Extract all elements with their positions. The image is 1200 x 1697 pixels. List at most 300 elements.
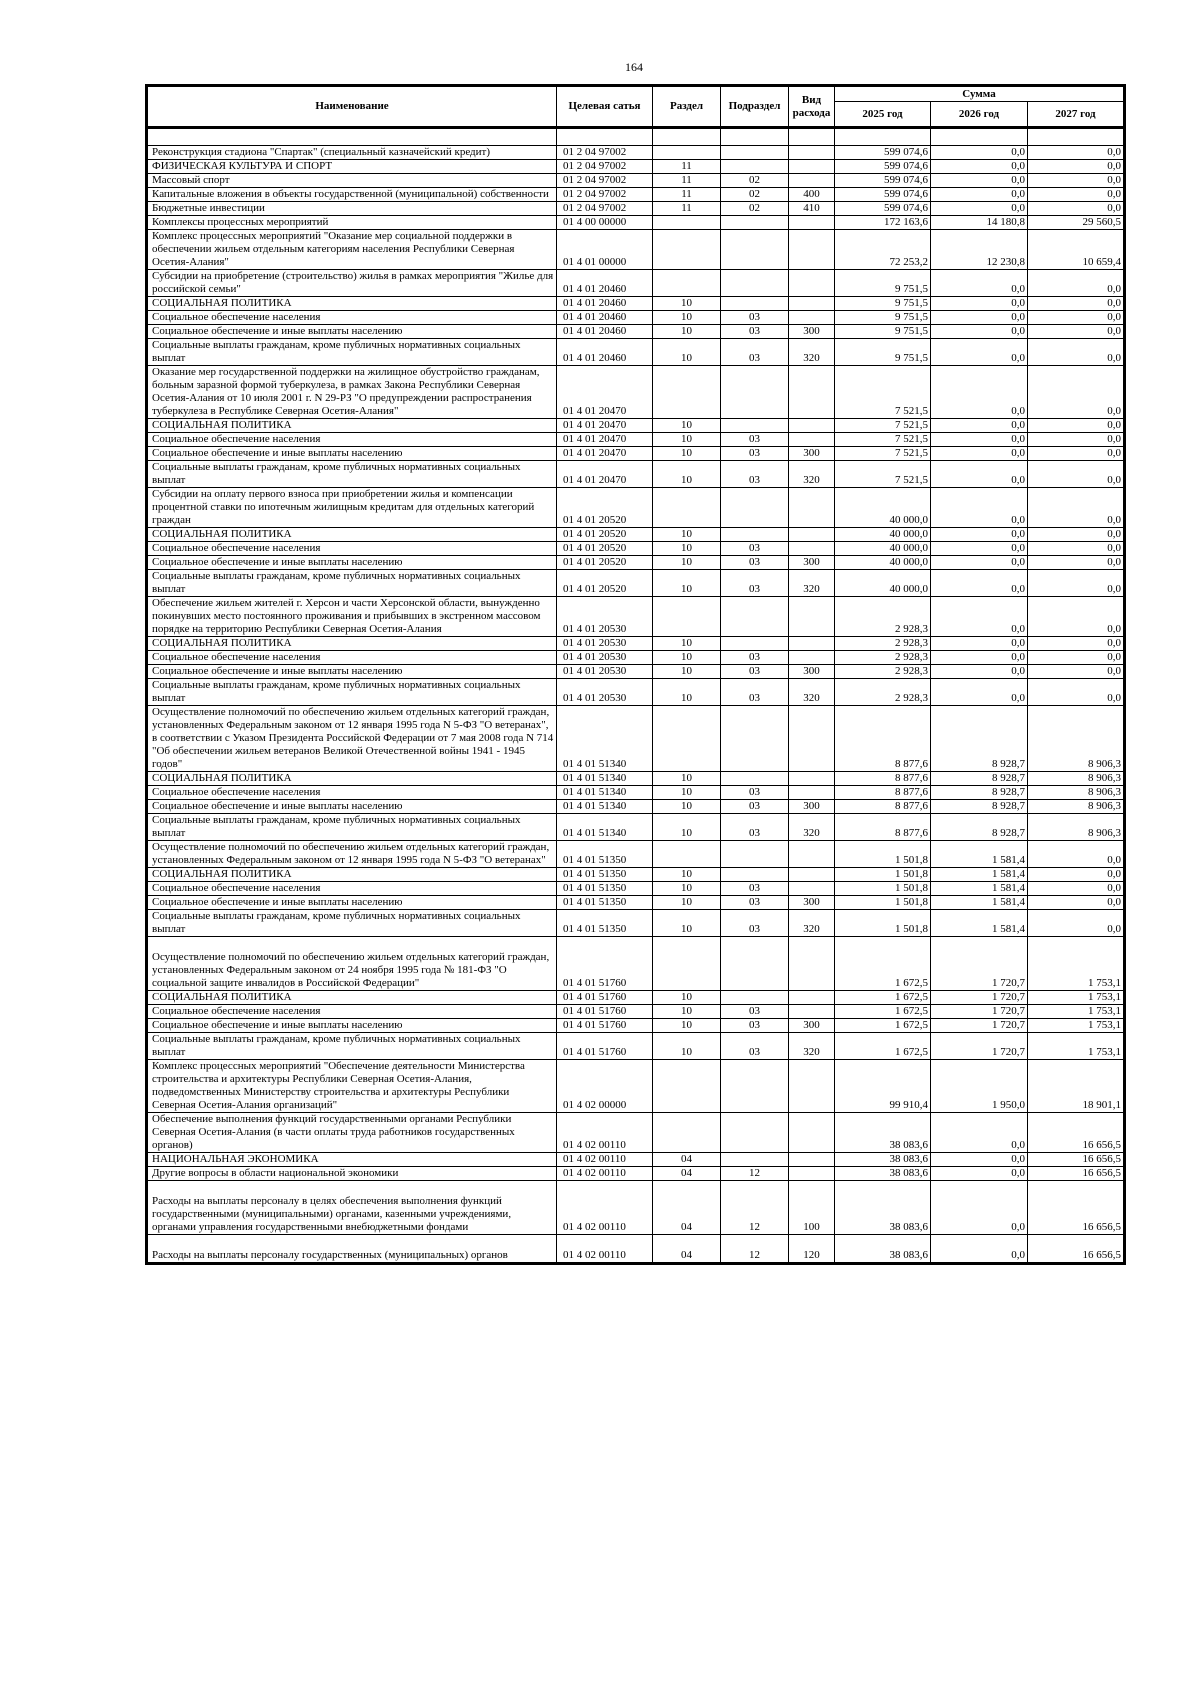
row-sum-2025: 8 877,6 bbox=[835, 706, 931, 772]
row-sum-2025: 1 672,5 bbox=[835, 1005, 931, 1019]
row-sum-2026: 0,0 bbox=[931, 146, 1028, 160]
row-sum-2026: 0,0 bbox=[931, 339, 1028, 366]
row-section bbox=[653, 216, 721, 230]
row-sum-2025: 40 000,0 bbox=[835, 542, 931, 556]
row-target-code: 01 4 01 20470 bbox=[557, 447, 653, 461]
row-sum-2026: 0,0 bbox=[931, 325, 1028, 339]
row-name: Обеспечение выполнения функций государственными органами Республики Северная Осетия-Алания (в части оплаты труда работников государственных органов) bbox=[147, 1113, 557, 1153]
row-target-code: 01 4 01 20460 bbox=[557, 311, 653, 325]
row-expense-type bbox=[789, 433, 835, 447]
row-sum-2026: 1 581,4 bbox=[931, 868, 1028, 882]
header-subsection: Подраздел bbox=[721, 86, 789, 128]
row-sum-2027: 10 659,4 bbox=[1028, 230, 1125, 270]
row-sum-2026: 0,0 bbox=[931, 488, 1028, 528]
row-subsection: 03 bbox=[721, 814, 789, 841]
row-sum-2027: 16 656,5 bbox=[1028, 1113, 1125, 1153]
row-sum-2026: 1 950,0 bbox=[931, 1060, 1028, 1113]
row-sum-2027: 0,0 bbox=[1028, 556, 1125, 570]
row-sum-2027: 0,0 bbox=[1028, 433, 1125, 447]
row-target-code: 01 4 01 51350 bbox=[557, 882, 653, 896]
row-sum-2027: 0,0 bbox=[1028, 202, 1125, 216]
row-sum-2026: 0,0 bbox=[931, 637, 1028, 651]
row-expense-type bbox=[789, 637, 835, 651]
budget-table bbox=[145, 84, 1126, 1265]
row-sum-2026: 0,0 bbox=[931, 542, 1028, 556]
row-sum-2025: 9 751,5 bbox=[835, 297, 931, 311]
row-expense-type bbox=[789, 1167, 835, 1181]
row-sum-2025: 2 928,3 bbox=[835, 665, 931, 679]
table-row bbox=[147, 814, 1125, 841]
row-section bbox=[653, 488, 721, 528]
row-sum-2026: 1 720,7 bbox=[931, 1019, 1028, 1033]
row-sum-2026: 8 928,7 bbox=[931, 772, 1028, 786]
row-expense-type bbox=[789, 597, 835, 637]
row-sum-2027: 0,0 bbox=[1028, 910, 1125, 937]
row-sum-2027: 0,0 bbox=[1028, 597, 1125, 637]
row-name: Субсидии на приобретение (строительство) жилья в рамках мероприятия "Жилье для российской семьи" bbox=[147, 270, 557, 297]
row-subsection bbox=[721, 146, 789, 160]
row-name: Социальное обеспечение и иные выплаты населению bbox=[147, 1019, 557, 1033]
row-target-code: 01 4 01 51760 bbox=[557, 1005, 653, 1019]
row-name: Социальные выплаты гражданам, кроме публичных нормативных социальных выплат bbox=[147, 910, 557, 937]
row-sum-2026: 0,0 bbox=[931, 665, 1028, 679]
row-sum-2025: 1 672,5 bbox=[835, 1019, 931, 1033]
row-expense-type: 320 bbox=[789, 679, 835, 706]
row-sum-2025: 599 074,6 bbox=[835, 146, 931, 160]
row-sum-2025: 9 751,5 bbox=[835, 325, 931, 339]
row-target-code: 01 4 02 00110 bbox=[557, 1153, 653, 1167]
row-expense-type: 300 bbox=[789, 447, 835, 461]
row-name: Социальные выплаты гражданам, кроме публичных нормативных социальных выплат bbox=[147, 570, 557, 597]
row-subsection: 03 bbox=[721, 1019, 789, 1033]
row-sum-2027: 0,0 bbox=[1028, 419, 1125, 433]
row-sum-2025: 1 501,8 bbox=[835, 910, 931, 937]
table-row bbox=[147, 637, 1125, 651]
row-sum-2027: 0,0 bbox=[1028, 146, 1125, 160]
table-row bbox=[147, 297, 1125, 311]
row-sum-2027: 16 656,5 bbox=[1028, 1181, 1125, 1235]
row-expense-type bbox=[789, 270, 835, 297]
table-row bbox=[147, 786, 1125, 800]
row-sum-2025: 72 253,2 bbox=[835, 230, 931, 270]
row-sum-2025: 40 000,0 bbox=[835, 556, 931, 570]
row-name: ФИЗИЧЕСКАЯ КУЛЬТУРА И СПОРТ bbox=[147, 160, 557, 174]
table-row bbox=[147, 216, 1125, 230]
row-expense-type bbox=[789, 991, 835, 1005]
row-sum-2026: 0,0 bbox=[931, 1181, 1028, 1235]
row-sum-2027: 8 906,3 bbox=[1028, 786, 1125, 800]
row-sum-2027: 0,0 bbox=[1028, 311, 1125, 325]
row-sum-2025: 7 521,5 bbox=[835, 366, 931, 419]
table-row bbox=[147, 339, 1125, 366]
table-row bbox=[147, 1060, 1125, 1113]
row-section: 10 bbox=[653, 882, 721, 896]
row-subsection: 12 bbox=[721, 1235, 789, 1264]
row-sum-2025: 8 877,6 bbox=[835, 786, 931, 800]
row-section: 10 bbox=[653, 786, 721, 800]
row-sum-2025: 8 877,6 bbox=[835, 800, 931, 814]
row-sum-2025: 172 163,6 bbox=[835, 216, 931, 230]
row-section: 10 bbox=[653, 433, 721, 447]
row-subsection bbox=[721, 706, 789, 772]
row-target-code: 01 4 01 51350 bbox=[557, 868, 653, 882]
row-section: 10 bbox=[653, 665, 721, 679]
page-number: 164 bbox=[625, 60, 643, 74]
row-sum-2027: 0,0 bbox=[1028, 325, 1125, 339]
row-target-code: 01 2 04 97002 bbox=[557, 188, 653, 202]
row-expense-type: 300 bbox=[789, 556, 835, 570]
row-target-code: 01 4 01 51760 bbox=[557, 1033, 653, 1060]
row-sum-2027: 8 906,3 bbox=[1028, 814, 1125, 841]
row-name: Расходы на выплаты персоналу государственных (муниципальных) органов bbox=[147, 1235, 557, 1264]
row-sum-2025: 40 000,0 bbox=[835, 488, 931, 528]
row-target-code: 01 4 02 00110 bbox=[557, 1181, 653, 1235]
table-row bbox=[147, 270, 1125, 297]
row-subsection: 03 bbox=[721, 556, 789, 570]
row-expense-type: 320 bbox=[789, 1033, 835, 1060]
row-name: Социальное обеспечение населения bbox=[147, 651, 557, 665]
row-expense-type: 300 bbox=[789, 1019, 835, 1033]
row-name: Расходы на выплаты персоналу в целях обеспечения выполнения функций государственными (муниципальными) органами, казенными учреждениями, органами управления государственными внебюджетными фондами bbox=[147, 1181, 557, 1235]
row-expense-type bbox=[789, 366, 835, 419]
row-name: Социальные выплаты гражданам, кроме публичных нормативных социальных выплат bbox=[147, 461, 557, 488]
row-target-code: 01 4 01 20460 bbox=[557, 325, 653, 339]
row-subsection: 03 bbox=[721, 461, 789, 488]
row-expense-type: 300 bbox=[789, 800, 835, 814]
row-section: 10 bbox=[653, 1019, 721, 1033]
row-sum-2026: 0,0 bbox=[931, 1113, 1028, 1153]
row-sum-2027: 0,0 bbox=[1028, 488, 1125, 528]
row-section: 10 bbox=[653, 814, 721, 841]
row-target-code: 01 4 01 51340 bbox=[557, 772, 653, 786]
row-name: СОЦИАЛЬНАЯ ПОЛИТИКА bbox=[147, 637, 557, 651]
row-section: 10 bbox=[653, 311, 721, 325]
row-target-code: 01 4 02 00000 bbox=[557, 1060, 653, 1113]
row-subsection bbox=[721, 297, 789, 311]
table-row bbox=[147, 230, 1125, 270]
row-subsection: 03 bbox=[721, 910, 789, 937]
row-sum-2027: 0,0 bbox=[1028, 896, 1125, 910]
row-target-code: 01 2 04 97002 bbox=[557, 160, 653, 174]
row-target-code: 01 4 01 20470 bbox=[557, 419, 653, 433]
row-target-code: 01 4 00 00000 bbox=[557, 216, 653, 230]
header-name: Наименование bbox=[147, 86, 557, 128]
row-target-code: 01 4 01 51340 bbox=[557, 800, 653, 814]
table-row bbox=[147, 160, 1125, 174]
row-sum-2027: 16 656,5 bbox=[1028, 1167, 1125, 1181]
row-name: СОЦИАЛЬНАЯ ПОЛИТИКА bbox=[147, 297, 557, 311]
table-row bbox=[147, 311, 1125, 325]
row-subsection bbox=[721, 637, 789, 651]
row-subsection: 02 bbox=[721, 188, 789, 202]
row-section: 10 bbox=[653, 461, 721, 488]
table-row bbox=[147, 1181, 1125, 1235]
row-expense-type bbox=[789, 1060, 835, 1113]
row-sum-2027: 29 560,5 bbox=[1028, 216, 1125, 230]
row-sum-2026: 8 928,7 bbox=[931, 706, 1028, 772]
row-expense-type: 320 bbox=[789, 461, 835, 488]
row-section: 04 bbox=[653, 1153, 721, 1167]
row-sum-2026: 0,0 bbox=[931, 651, 1028, 665]
table-row bbox=[147, 991, 1125, 1005]
row-target-code: 01 4 01 20460 bbox=[557, 270, 653, 297]
row-section: 11 bbox=[653, 174, 721, 188]
table-row bbox=[147, 488, 1125, 528]
row-target-code: 01 4 01 20520 bbox=[557, 488, 653, 528]
row-name: Социальное обеспечение и иные выплаты населению bbox=[147, 800, 557, 814]
row-subsection: 03 bbox=[721, 651, 789, 665]
row-sum-2027: 16 656,5 bbox=[1028, 1235, 1125, 1264]
row-sum-2025: 1 501,8 bbox=[835, 896, 931, 910]
row-subsection: 03 bbox=[721, 1033, 789, 1060]
header-target: Целевая сатья bbox=[557, 86, 653, 128]
row-subsection: 02 bbox=[721, 202, 789, 216]
row-section bbox=[653, 597, 721, 637]
row-name: Социальное обеспечение населения bbox=[147, 786, 557, 800]
row-expense-type bbox=[789, 488, 835, 528]
row-sum-2026: 1 581,4 bbox=[931, 841, 1028, 868]
row-subsection bbox=[721, 991, 789, 1005]
header-year-2025: 2025 год bbox=[835, 102, 931, 128]
row-sum-2025: 9 751,5 bbox=[835, 270, 931, 297]
row-target-code: 01 4 01 51760 bbox=[557, 991, 653, 1005]
row-subsection: 03 bbox=[721, 800, 789, 814]
row-section: 10 bbox=[653, 339, 721, 366]
row-sum-2025: 40 000,0 bbox=[835, 570, 931, 597]
row-section bbox=[653, 270, 721, 297]
row-sum-2027: 0,0 bbox=[1028, 679, 1125, 706]
row-sum-2025: 1 672,5 bbox=[835, 937, 931, 991]
row-target-code: 01 4 02 00110 bbox=[557, 1113, 653, 1153]
row-sum-2027: 0,0 bbox=[1028, 637, 1125, 651]
row-expense-type: 300 bbox=[789, 665, 835, 679]
header-year-2026: 2026 год bbox=[931, 102, 1028, 128]
row-sum-2026: 1 581,4 bbox=[931, 896, 1028, 910]
row-name: Комплекс процессных мероприятий "Обеспечение деятельности Министерства строительства и архитектуры Республики Северная Осетия-Алания, подведомственных Министерству строительства и архитектуры Республики Северная Осетия-Алания организаций" bbox=[147, 1060, 557, 1113]
row-sum-2027: 0,0 bbox=[1028, 570, 1125, 597]
row-sum-2025: 38 083,6 bbox=[835, 1153, 931, 1167]
row-sum-2026: 1 720,7 bbox=[931, 991, 1028, 1005]
row-name: Социальное обеспечение населения bbox=[147, 542, 557, 556]
row-target-code: 01 2 04 97002 bbox=[557, 174, 653, 188]
row-sum-2025: 9 751,5 bbox=[835, 339, 931, 366]
table-row bbox=[147, 461, 1125, 488]
row-section: 10 bbox=[653, 896, 721, 910]
row-sum-2027: 8 906,3 bbox=[1028, 772, 1125, 786]
row-expense-type bbox=[789, 297, 835, 311]
row-expense-type bbox=[789, 937, 835, 991]
row-sum-2027: 0,0 bbox=[1028, 868, 1125, 882]
row-sum-2026: 0,0 bbox=[931, 311, 1028, 325]
row-expense-type bbox=[789, 868, 835, 882]
row-expense-type bbox=[789, 230, 835, 270]
row-sum-2025: 8 877,6 bbox=[835, 772, 931, 786]
row-sum-2026: 14 180,8 bbox=[931, 216, 1028, 230]
header-year-2027: 2027 год bbox=[1028, 102, 1125, 128]
row-subsection bbox=[721, 270, 789, 297]
row-name: Другие вопросы в области национальной экономики bbox=[147, 1167, 557, 1181]
row-sum-2027: 0,0 bbox=[1028, 339, 1125, 366]
row-sum-2025: 1 501,8 bbox=[835, 841, 931, 868]
row-sum-2026: 1 581,4 bbox=[931, 882, 1028, 896]
row-expense-type bbox=[789, 1153, 835, 1167]
row-sum-2026: 12 230,8 bbox=[931, 230, 1028, 270]
row-subsection bbox=[721, 160, 789, 174]
row-subsection: 12 bbox=[721, 1181, 789, 1235]
row-sum-2025: 99 910,4 bbox=[835, 1060, 931, 1113]
row-subsection: 03 bbox=[721, 447, 789, 461]
row-sum-2027: 0,0 bbox=[1028, 882, 1125, 896]
row-sum-2025: 7 521,5 bbox=[835, 461, 931, 488]
table-row bbox=[147, 1033, 1125, 1060]
row-sum-2027: 0,0 bbox=[1028, 651, 1125, 665]
row-name: Капитальные вложения в объекты государственной (муниципальной) собственности bbox=[147, 188, 557, 202]
row-sum-2027: 0,0 bbox=[1028, 270, 1125, 297]
row-name: Социальные выплаты гражданам, кроме публичных нормативных социальных выплат bbox=[147, 814, 557, 841]
row-section: 10 bbox=[653, 1033, 721, 1060]
row-sum-2025: 599 074,6 bbox=[835, 160, 931, 174]
row-expense-type bbox=[789, 160, 835, 174]
row-sum-2027: 0,0 bbox=[1028, 188, 1125, 202]
row-section: 11 bbox=[653, 160, 721, 174]
row-section: 10 bbox=[653, 800, 721, 814]
row-sum-2025: 7 521,5 bbox=[835, 419, 931, 433]
row-section: 10 bbox=[653, 910, 721, 937]
row-sum-2025: 1 672,5 bbox=[835, 991, 931, 1005]
row-target-code: 01 2 04 97002 bbox=[557, 146, 653, 160]
row-sum-2027: 8 906,3 bbox=[1028, 800, 1125, 814]
row-name: Комплекс процессных мероприятий "Оказание мер социальной поддержки в обеспечении жильем отдельным категориям населения Республики Северная Осетия-Алания" bbox=[147, 230, 557, 270]
row-expense-type: 400 bbox=[789, 188, 835, 202]
row-expense-type: 300 bbox=[789, 325, 835, 339]
row-section: 10 bbox=[653, 556, 721, 570]
row-sum-2026: 0,0 bbox=[931, 433, 1028, 447]
row-section bbox=[653, 1113, 721, 1153]
row-sum-2025: 2 928,3 bbox=[835, 597, 931, 637]
row-section bbox=[653, 1060, 721, 1113]
row-subsection bbox=[721, 216, 789, 230]
row-sum-2025: 1 672,5 bbox=[835, 1033, 931, 1060]
row-name: Бюджетные инвестиции bbox=[147, 202, 557, 216]
row-sum-2025: 38 083,6 bbox=[835, 1181, 931, 1235]
row-expense-type bbox=[789, 786, 835, 800]
row-expense-type: 300 bbox=[789, 896, 835, 910]
row-expense-type bbox=[789, 542, 835, 556]
table-row bbox=[147, 570, 1125, 597]
row-subsection: 03 bbox=[721, 896, 789, 910]
row-target-code: 01 4 01 20530 bbox=[557, 665, 653, 679]
row-subsection: 12 bbox=[721, 1167, 789, 1181]
table-row bbox=[147, 1153, 1125, 1167]
row-sum-2025: 9 751,5 bbox=[835, 311, 931, 325]
table-row bbox=[147, 882, 1125, 896]
table-row bbox=[147, 896, 1125, 910]
row-sum-2026: 0,0 bbox=[931, 174, 1028, 188]
row-section bbox=[653, 146, 721, 160]
row-sum-2027: 0,0 bbox=[1028, 841, 1125, 868]
row-target-code: 01 4 01 51350 bbox=[557, 910, 653, 937]
row-sum-2025: 38 083,6 bbox=[835, 1235, 931, 1264]
table-row bbox=[147, 910, 1125, 937]
row-target-code: 01 4 01 51760 bbox=[557, 1019, 653, 1033]
row-sum-2026: 8 928,7 bbox=[931, 800, 1028, 814]
row-name: Социальное обеспечение населения bbox=[147, 882, 557, 896]
row-section: 10 bbox=[653, 325, 721, 339]
row-sum-2027: 1 753,1 bbox=[1028, 1005, 1125, 1019]
row-expense-type bbox=[789, 882, 835, 896]
row-subsection: 02 bbox=[721, 174, 789, 188]
row-sum-2026: 0,0 bbox=[931, 297, 1028, 311]
row-subsection bbox=[721, 419, 789, 433]
table-row bbox=[147, 868, 1125, 882]
row-expense-type: 410 bbox=[789, 202, 835, 216]
row-name: Оказание мер государственной поддержки на жилищное обустройство гражданам, больным заразной формой туберкулеза, в рамках Закона Республики Северная Осетия-Алания от 10 июля 2001 г. N 29-РЗ "О предупреждении распространения туберкулеза в Республике Северная Осетия-Алания" bbox=[147, 366, 557, 419]
row-name: Реконструкция стадиона "Спартак" (специальный казначейский кредит) bbox=[147, 146, 557, 160]
row-section bbox=[653, 230, 721, 270]
row-sum-2026: 0,0 bbox=[931, 570, 1028, 597]
row-section: 10 bbox=[653, 868, 721, 882]
row-name: Социальное обеспечение и иные выплаты населению bbox=[147, 665, 557, 679]
row-name: СОЦИАЛЬНАЯ ПОЛИТИКА bbox=[147, 772, 557, 786]
table-row bbox=[147, 528, 1125, 542]
row-target-code: 01 4 01 00000 bbox=[557, 230, 653, 270]
table-row bbox=[147, 542, 1125, 556]
row-sum-2026: 0,0 bbox=[931, 366, 1028, 419]
row-target-code: 01 4 01 51340 bbox=[557, 786, 653, 800]
row-target-code: 01 4 01 20530 bbox=[557, 597, 653, 637]
row-expense-type: 320 bbox=[789, 570, 835, 597]
row-sum-2026: 0,0 bbox=[931, 1153, 1028, 1167]
row-name: Субсидии на оплату первого взноса при приобретении жилья и компенсации процентной ставки по ипотечным жилищным кредитам для отдельных категорий граждан bbox=[147, 488, 557, 528]
table-row bbox=[147, 679, 1125, 706]
row-sum-2026: 0,0 bbox=[931, 679, 1028, 706]
row-target-code: 01 4 01 20520 bbox=[557, 542, 653, 556]
row-section: 10 bbox=[653, 1005, 721, 1019]
table-row bbox=[147, 556, 1125, 570]
row-subsection: 03 bbox=[721, 1005, 789, 1019]
row-target-code: 01 4 01 20520 bbox=[557, 570, 653, 597]
row-subsection bbox=[721, 1060, 789, 1113]
table-row bbox=[147, 772, 1125, 786]
row-target-code: 01 4 01 51340 bbox=[557, 814, 653, 841]
row-target-code: 01 2 04 97002 bbox=[557, 202, 653, 216]
table-row bbox=[147, 706, 1125, 772]
row-sum-2027: 1 753,1 bbox=[1028, 1033, 1125, 1060]
row-name: Социальное обеспечение и иные выплаты населению bbox=[147, 447, 557, 461]
row-sum-2025: 2 928,3 bbox=[835, 637, 931, 651]
row-sum-2025: 1 501,8 bbox=[835, 882, 931, 896]
table-row bbox=[147, 202, 1125, 216]
row-name: Социальные выплаты гражданам, кроме публичных нормативных социальных выплат bbox=[147, 679, 557, 706]
row-name: СОЦИАЛЬНАЯ ПОЛИТИКА bbox=[147, 868, 557, 882]
row-sum-2026: 1 720,7 bbox=[931, 1005, 1028, 1019]
row-subsection: 03 bbox=[721, 542, 789, 556]
row-sum-2026: 0,0 bbox=[931, 556, 1028, 570]
row-expense-type bbox=[789, 419, 835, 433]
row-sum-2027: 0,0 bbox=[1028, 528, 1125, 542]
table-row bbox=[147, 800, 1125, 814]
row-subsection: 03 bbox=[721, 679, 789, 706]
row-target-code: 01 4 01 20530 bbox=[557, 651, 653, 665]
row-sum-2026: 0,0 bbox=[931, 461, 1028, 488]
row-expense-type: 320 bbox=[789, 814, 835, 841]
row-sum-2026: 1 720,7 bbox=[931, 937, 1028, 991]
row-sum-2025: 599 074,6 bbox=[835, 174, 931, 188]
row-section: 04 bbox=[653, 1167, 721, 1181]
row-section: 10 bbox=[653, 637, 721, 651]
row-name: Социальное обеспечение населения bbox=[147, 1005, 557, 1019]
row-sum-2025: 38 083,6 bbox=[835, 1113, 931, 1153]
